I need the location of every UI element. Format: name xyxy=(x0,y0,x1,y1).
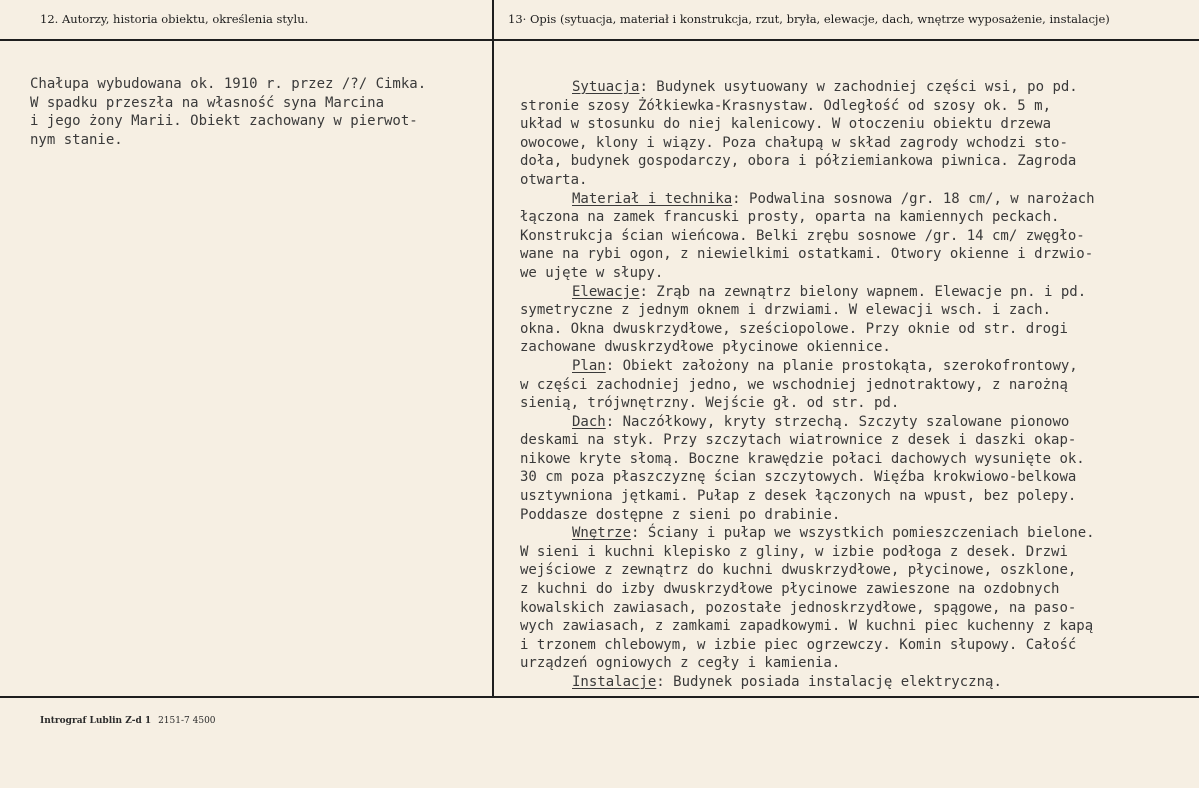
description-line xyxy=(520,338,1095,357)
description-text: : Budynek usytuowany w zachodniej części wsi, po pd. xyxy=(639,79,1078,95)
description-line xyxy=(520,673,1095,692)
description-line xyxy=(520,487,1095,506)
description-text: deskami na styk. Przy szczytach wiatrownice z desek i daszki okap- xyxy=(520,432,1077,449)
description-text: stronie szosy Żółkiewka-Krasnystaw. Odległość od szosy ok. 5 m, xyxy=(520,97,1052,114)
description-line xyxy=(520,320,1095,339)
description-line xyxy=(520,208,1095,227)
description-text: otwarta. xyxy=(520,171,588,188)
description-text: urządzeń ogniowych z cegły i kamienia. xyxy=(520,655,841,672)
column-divider xyxy=(492,0,494,697)
description-text: : Budynek posiada instalację elektryczną. xyxy=(656,674,1002,690)
description-text: : Podwalina sosnowa /gr. 18 cm/, w narożach xyxy=(732,190,1095,207)
description-text: z kuchni do izby dwuskrzydłowe płycinowe zawieszone na ozdobnych xyxy=(520,581,1060,598)
description-text: doła, budynek gospodarczy, obora i półziemiankowa piwnica. Zagroda xyxy=(520,153,1077,170)
description-line xyxy=(520,561,1095,580)
description-text: : Obiekt założony na planie prostokąta, szerokofrontowy, xyxy=(605,357,1078,374)
description-line xyxy=(520,543,1095,562)
section-13-header: 13· Opis (sytuacja, materiał i konstrukcja, rzut, bryła, elewacje, dach, wnętrze wyposażenie, instalacje) xyxy=(508,12,1110,26)
description-text: w części zachodniej jedno, we wschodniej jednotraktowy, z narożną xyxy=(520,376,1068,393)
description-line xyxy=(520,115,1095,134)
description-line xyxy=(520,580,1095,599)
description-text: owocowe, klony i wiązy. Poza chałupą w skład zagrody wchodzi sto- xyxy=(520,134,1068,151)
description-text: : Naczółkowy, kryty strzechą. Szczyty szalowane pionowo xyxy=(605,413,1070,430)
description-text: kowalskich zawiasach, pozostałe jednoskrzydłowe, spągowe, na paso- xyxy=(520,599,1077,616)
description-line xyxy=(520,134,1095,153)
history-line: W spadku przeszła na własność syna Marcina xyxy=(30,94,385,111)
section-heading: Plan xyxy=(572,357,606,374)
footer-divider xyxy=(0,696,1199,698)
history-line: nym stanie. xyxy=(30,131,123,148)
description-text: we ujęte w słupy. xyxy=(520,264,664,281)
description-text: łączona na zamek francuski prosty, oparta na kamiennych peckach. xyxy=(520,209,1060,226)
description-text: W sieni i kuchni klepisko z gliny, w izbie podłoga z desek. Drzwi xyxy=(520,543,1068,560)
section-heading: Instalacje xyxy=(572,674,657,690)
description-text: wych zawiasach, z zamkami zapadkowymi. W kuchni piec kuchenny z kapą xyxy=(520,618,1094,635)
description-line xyxy=(520,431,1095,450)
description-text-block xyxy=(520,78,1095,692)
description-text: : Zrąb na zewnątrz bielony wapnem. Elewacje pn. i pd. xyxy=(639,283,1087,300)
description-line xyxy=(520,617,1095,636)
description-line xyxy=(520,301,1095,320)
description-line xyxy=(520,97,1095,116)
description-text: sienią, trójwnętrzny. Wejście gł. od str. pd. xyxy=(520,395,900,412)
description-text: symetryczne z jednym oknem i drzwiami. W elewacji wsch. i zach. xyxy=(520,302,1052,319)
description-text: i trzonem chlebowym, w izbie piec ogrzewczy. Komin słupowy. Całość xyxy=(520,636,1077,653)
section-heading: Elewacje xyxy=(572,283,640,300)
description-line xyxy=(520,413,1095,432)
description-text: Poddasze dostępne z sieni po drabinie. xyxy=(520,506,841,523)
description-line xyxy=(520,654,1095,673)
section-12-header: 12. Autorzy, historia obiektu, określenia stylu. xyxy=(40,12,309,26)
description-line xyxy=(520,636,1095,655)
history-line: Chałupa wybudowana ok. 1910 r. przez /?/ Cimka. xyxy=(30,76,427,92)
description-text: układ w stosunku do niej kalenicowy. W otoczeniu obiektu drzewa xyxy=(520,116,1052,133)
description-line xyxy=(520,78,1095,97)
section-heading: Materiał i technika xyxy=(572,190,733,207)
description-line xyxy=(520,394,1095,413)
history-text-block xyxy=(30,75,426,149)
description-text: zachowane dwuskrzydłowe płycinowe okiennice. xyxy=(520,339,891,356)
description-line xyxy=(520,524,1095,543)
description-line xyxy=(520,450,1095,469)
description-line xyxy=(520,245,1095,264)
description-text: : Ściany i pułap we wszystkich pomieszczeniach bielone. xyxy=(631,525,1095,542)
print-code: 2151-7 4500 xyxy=(158,716,216,726)
printer-imprint xyxy=(40,716,216,726)
description-line xyxy=(520,283,1095,302)
header-divider xyxy=(0,39,1199,41)
printer-name: Intrograf Lublin Z-d 1 xyxy=(40,716,152,726)
description-text: usztywniona jętkami. Pułap z desek łączonych na wpust, bez polepy. xyxy=(520,488,1077,505)
description-line xyxy=(520,227,1095,246)
description-line xyxy=(520,506,1095,525)
history-line: i jego żony Marii. Obiekt zachowany w pierwot- xyxy=(30,113,418,130)
description-line xyxy=(520,599,1095,618)
description-text: Konstrukcja ścian wieńcowa. Belki zrębu sosnowe /gr. 14 cm/ zwęgło- xyxy=(520,227,1085,244)
description-text: 30 cm poza płaszczyznę ścian szczytowych. Więźba krokwiowo-belkowa xyxy=(520,469,1077,486)
section-heading: Wnętrze xyxy=(572,525,632,542)
description-text: nikowe kryte słomą. Boczne krawędzie połaci dachowych wysunięte ok. xyxy=(520,450,1085,467)
description-text: okna. Okna dwuskrzydłowe, sześciopolowe. Przy oknie od str. drogi xyxy=(520,320,1068,337)
section-heading: Dach xyxy=(572,413,606,430)
description-line xyxy=(520,264,1095,283)
description-text: wejściowe z zewnątrz do kuchni dwuskrzydłowe, płycinowe, oszklone, xyxy=(520,562,1077,579)
description-line xyxy=(520,468,1095,487)
description-line xyxy=(520,152,1095,171)
description-line xyxy=(520,357,1095,376)
description-line xyxy=(520,190,1095,209)
description-line xyxy=(520,376,1095,395)
description-line xyxy=(520,171,1095,190)
section-heading: Sytuacja xyxy=(572,79,640,95)
description-text: wane na rybi ogon, z niewielkimi ostatkami. Otwory okienne i drzwio- xyxy=(520,246,1094,263)
